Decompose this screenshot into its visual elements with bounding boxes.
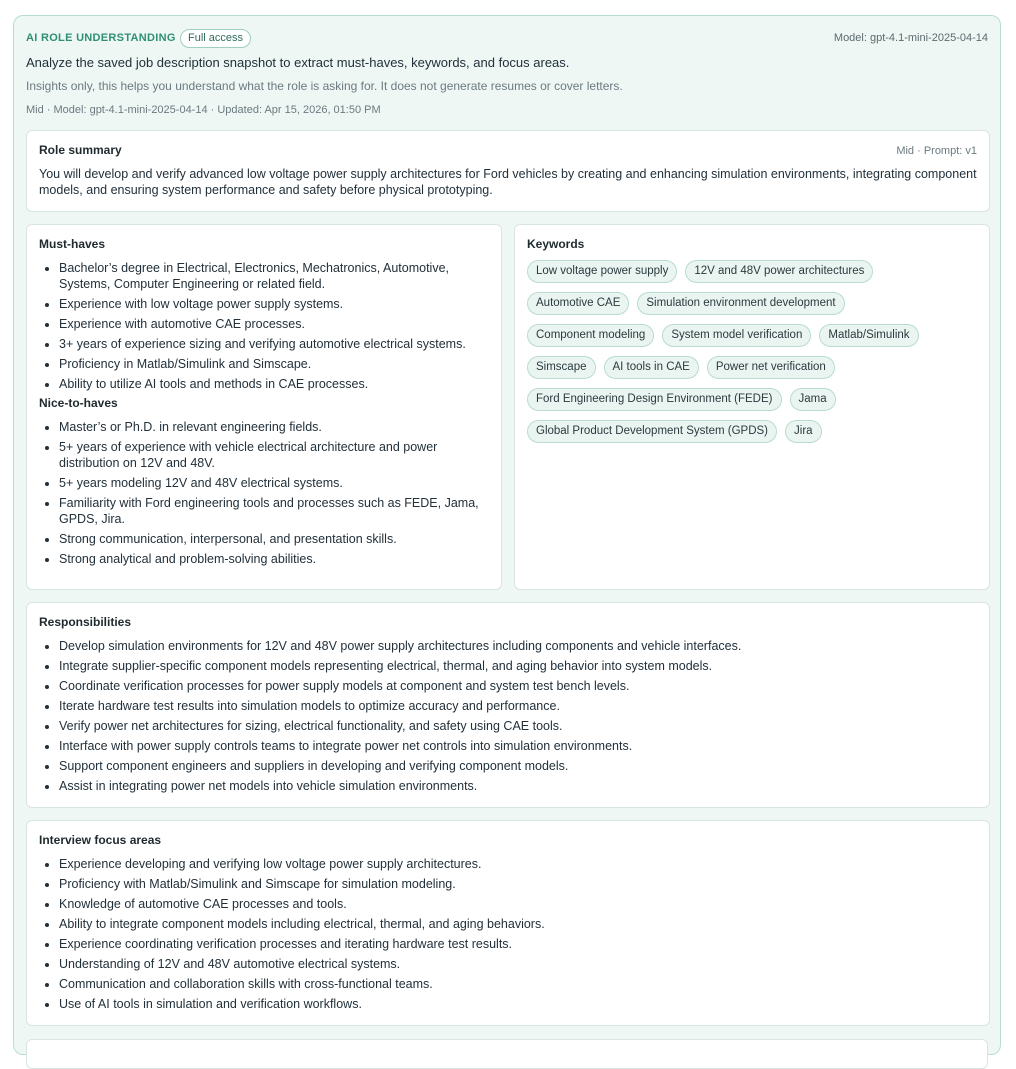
ai-role-understanding-panel [13, 15, 1001, 1055]
list-item: • Strong analytical and problem-solving abilities. [59, 551, 489, 567]
list-item: • Verify power net architectures for sizing, electrical functionality, and safety using CAE tools. [59, 718, 977, 734]
keywords-card [514, 224, 990, 590]
interview-focus-card [26, 820, 990, 1026]
list-item: • Use of AI tools in simulation and verification workflows. [59, 996, 977, 1012]
keyword-chip: Matlab/Simulink [819, 324, 918, 347]
list-item: • Experience coordinating verification processes and iterating hardware test results. [59, 936, 977, 952]
list-item: • Iterate hardware test results into simulation models to optimize accuracy and performance. [59, 698, 977, 714]
role-summary-text: You will develop and verify advanced low voltage power supply architectures for Ford vehicles by creating and enhancing simulation environments, integrating component models, and ensuring system performance and safety before physical prototyping. [39, 167, 977, 197]
list-item: • 5+ years of experience with vehicle electrical architecture and power distribution on 12V and 48V. [59, 439, 489, 471]
list-item: • Develop simulation environments for 12V and 48V power supply architectures including components and vehicle interfaces. [59, 638, 977, 654]
responsibilities-list [39, 638, 977, 794]
list-item: • Experience with low voltage power supply systems. [59, 296, 489, 312]
list-item: • Experience developing and verifying low voltage power supply architectures. [59, 856, 977, 872]
role-summary-title: Role summary [39, 143, 122, 157]
keyword-chip: Low voltage power supply [527, 260, 677, 283]
responsibilities-card [26, 602, 990, 808]
requirements-card [26, 224, 502, 590]
list-item: • 5+ years modeling 12V and 48V electrical systems. [59, 475, 489, 491]
access-badge: Full access [180, 29, 251, 48]
list-item: • Experience with automotive CAE processes. [59, 316, 489, 332]
panel-description: Analyze the saved job description snapshot to extract must-haves, keywords, and focus areas. [26, 55, 570, 70]
list-item: • Interface with power supply controls teams to integrate power net controls into simulation environments. [59, 738, 977, 754]
keyword-chip: System model verification [662, 324, 811, 347]
must-haves-title: Must-haves [39, 237, 106, 251]
panel-note: Insights only, this helps you understand what the role is asking for. It does not generate resumes or cover letters. [26, 79, 623, 93]
analysis-meta: Mid · Model: gpt-4.1-mini-2025-04-14 · Updated: Apr 15, 2026, 01:50 PM [26, 104, 381, 116]
nice-to-haves-title: Nice-to-haves [39, 396, 118, 410]
list-item: • Proficiency with Matlab/Simulink and Simscape for simulation modeling. [59, 876, 977, 892]
list-item: • Master’s or Ph.D. in relevant engineering fields. [59, 419, 489, 435]
list-item: • Ability to integrate component models including electrical, thermal, and aging behaviors. [59, 916, 977, 932]
nice-to-haves-list [39, 419, 489, 567]
keyword-chip: Global Product Development System (GPDS) [527, 420, 777, 443]
keyword-chip: Component modeling [527, 324, 654, 347]
must-haves-list [39, 260, 489, 392]
list-item: • Integrate supplier-specific component models representing electrical, thermal, and aging behavior into system models. [59, 658, 977, 674]
keyword-chip: AI tools in CAE [604, 356, 699, 379]
list-item: • Familiarity with Ford engineering tools and processes such as FEDE, Jama, GPDS, Jira. [59, 495, 489, 527]
keyword-chip: Jira [785, 420, 822, 443]
list-item: • Assist in integrating power net models into vehicle simulation environments. [59, 778, 977, 794]
list-item: • 3+ years of experience sizing and verifying automotive electrical systems. [59, 336, 489, 352]
list-item: • Understanding of 12V and 48V automotive electrical systems. [59, 956, 977, 972]
list-item: • Support component engineers and suppliers in developing and verifying component models. [59, 758, 977, 774]
keyword-chips [527, 260, 967, 443]
list-item: • Strong communication, interpersonal, and presentation skills. [59, 531, 489, 547]
panel-title: AI ROLE UNDERSTANDING [26, 32, 176, 44]
keyword-chip: Jama [790, 388, 836, 411]
interview-focus-title: Interview focus areas [39, 833, 162, 847]
list-item: • Ability to utilize AI tools and methods in CAE processes. [59, 376, 489, 392]
keyword-chip: Power net verification [707, 356, 835, 379]
model-label: Model: gpt-4.1-mini-2025-04-14 [833, 32, 988, 44]
list-item: • Knowledge of automotive CAE processes and tools. [59, 896, 977, 912]
keyword-chip: Automotive CAE [527, 292, 629, 315]
list-item: • Coordinate verification processes for power supply models at component and system test bench levels. [59, 678, 977, 694]
keyword-chip: 12V and 48V power architectures [685, 260, 873, 283]
next-card-edge [26, 1039, 988, 1069]
responsibilities-title: Responsibilities [39, 615, 132, 629]
keyword-chip: Ford Engineering Design Environment (FEDE) [527, 388, 782, 411]
keyword-chip: Simulation environment development [637, 292, 844, 315]
role-summary-card [26, 130, 990, 212]
list-item: • Communication and collaboration skills with cross-functional teams. [59, 976, 977, 992]
keyword-chip: Simscape [527, 356, 596, 379]
interview-focus-list [39, 856, 977, 1012]
list-item: • Bachelor’s degree in Electrical, Electronics, Mechatronics, Automotive, Systems, Computer Engineering or related field. [59, 260, 489, 292]
panel-header [26, 29, 988, 49]
role-summary-meta: Mid · Prompt: v1 [896, 145, 977, 157]
list-item: • Proficiency in Matlab/Simulink and Simscape. [59, 356, 489, 372]
keywords-title: Keywords [527, 237, 585, 251]
